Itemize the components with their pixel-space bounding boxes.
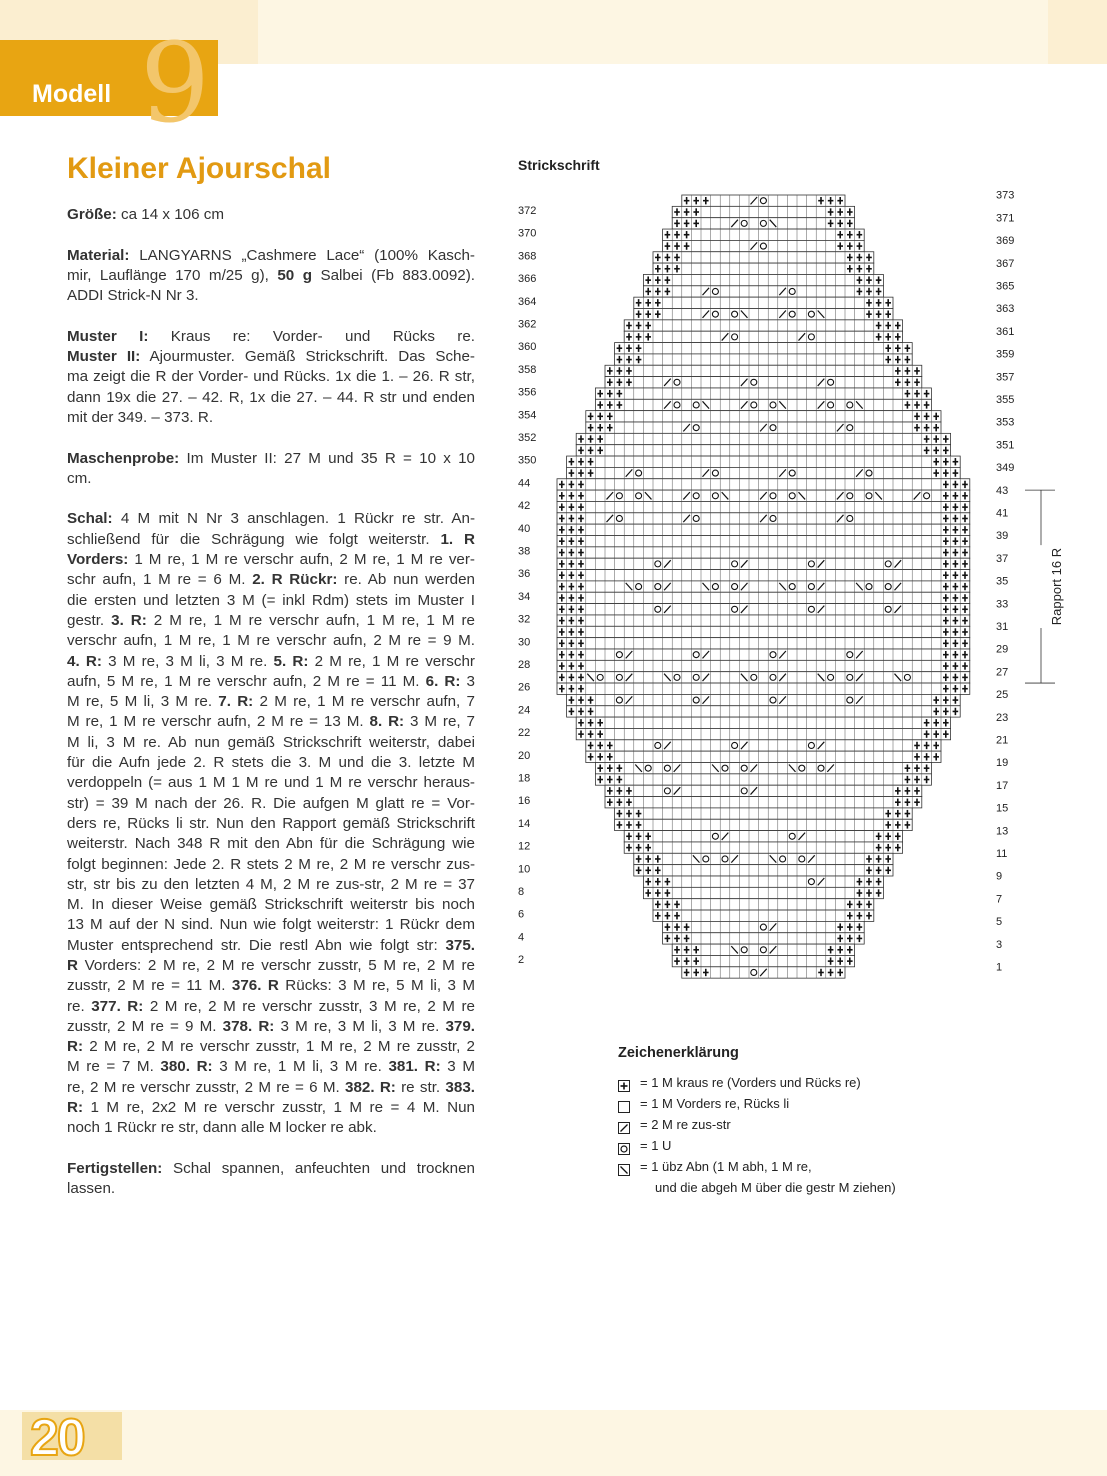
left-row-label: 16 [518, 795, 531, 808]
text-run: 1 M re, 1 M re verschr aufn, 2 M re, 1 M re ver- [128, 551, 475, 569]
text-line [67, 449, 475, 469]
right-row-label: 17 [996, 779, 1009, 792]
empty-box-icon [618, 1098, 630, 1110]
bold-term: R: [67, 1038, 84, 1056]
bold-term: 383. [445, 1078, 475, 1096]
text-line [67, 1078, 475, 1098]
chart-row [643, 286, 883, 297]
legend-item [618, 1135, 896, 1156]
paragraph-gap [67, 1139, 475, 1159]
chart-row [595, 774, 931, 785]
right-row-label: 9 [996, 870, 1003, 883]
bold-term: Muster I: [67, 327, 149, 345]
right-row-label: 41 [996, 507, 1009, 520]
text-run: ca 14 x 106 cm [116, 206, 225, 223]
chart-row [557, 558, 970, 569]
right-row-label: 357 [996, 371, 1015, 384]
chart-row [586, 411, 941, 422]
left-row-label: 366 [518, 273, 537, 286]
text-line [67, 773, 475, 793]
chart-row [672, 218, 854, 229]
text-run: M re = 7 M. [67, 1058, 161, 1076]
chart-row [605, 797, 922, 808]
left-row-label: 22 [518, 727, 531, 740]
left-row-label: 32 [518, 613, 531, 626]
right-row-label: 363 [996, 303, 1015, 316]
page-title: Kleiner Ajourschal [67, 152, 331, 185]
text-run: weiterstr. Nach 348 R mit den Abn für die Schrägung wie [67, 835, 475, 853]
text-line [67, 1017, 475, 1037]
right-row-label: 3 [996, 938, 1003, 951]
text-run: 2 M re, 2 M re verschr zusstr, 1 M re, 2 M re zusstr, 2 [83, 1038, 475, 1056]
text-line [67, 286, 475, 306]
left-row-label: 350 [518, 454, 537, 467]
bold-term: 379. [445, 1017, 476, 1035]
chart-row [557, 638, 970, 649]
bold-term: 380. R: [160, 1058, 213, 1076]
right-row-label: 355 [996, 393, 1015, 406]
left-row-label: 18 [518, 772, 531, 785]
text-line [67, 895, 475, 915]
chart-row [634, 309, 893, 320]
text-line [67, 1179, 475, 1199]
text-line [67, 733, 475, 753]
text-line [67, 1118, 475, 1138]
chart-row [576, 717, 950, 728]
right-row-label: 27 [996, 666, 1009, 679]
text-run: M re, 1 M re verschr aufn, 2 M re = 13 M. [67, 713, 370, 731]
text-run: Rücks: 3 M re, 5 M li, 3 M [278, 977, 475, 995]
right-row-label: 351 [996, 439, 1015, 452]
text-line [67, 570, 475, 590]
text-line [67, 367, 475, 387]
text-run: aufn, 5 M re, 1 M re verschr aufn, 2 M re = 11 M. [67, 672, 426, 690]
chart-row [663, 933, 865, 944]
circle-box-icon [618, 1140, 630, 1152]
chart-row [567, 456, 961, 467]
chart-row [605, 377, 922, 388]
text-line [67, 712, 475, 732]
text-run: str, str bis zu den letzten 4 M, 2 M re zus-str, 2 M re = 37 [67, 875, 475, 893]
chart-row [663, 240, 865, 251]
text-run: LANGYARNS „Cashmere Lace“ (100% Kasch- [129, 246, 475, 264]
text-run: cm. [67, 469, 92, 487]
bold-term: 375. [445, 936, 475, 954]
chart-row [557, 615, 970, 626]
left-row-label: 42 [518, 500, 531, 513]
text-line [67, 1098, 475, 1118]
chart-row [643, 887, 883, 898]
text-run: verdoppeln (= aus 1 M 1 M re und 1 M re verschr heraus- [67, 774, 475, 792]
chart-row [576, 445, 950, 456]
chart-row [663, 229, 865, 240]
legend-item [618, 1072, 896, 1093]
left-row-label: 40 [518, 522, 531, 535]
text-line [67, 794, 475, 814]
left-row-label: 14 [518, 817, 531, 830]
text-run: noch 1 Rückr re str, dann alle M locker re abk. [67, 1119, 377, 1137]
text-run: schr aufn, 1 M re = 6 M. [67, 571, 253, 589]
chart-row [615, 354, 913, 365]
chart-row [643, 876, 883, 887]
text-line [67, 611, 475, 631]
right-row-label: 11 [996, 847, 1008, 860]
bold-term: 2. R Rückr: [252, 571, 338, 589]
left-row-label: 28 [518, 659, 531, 672]
text-line [67, 591, 475, 611]
left-row-label: 368 [518, 250, 537, 263]
left-row-label: 34 [518, 590, 531, 603]
right-row-label: 369 [996, 235, 1015, 248]
text-run: 13 M auf der N sind. Nun wie folgt weiterstr: 1 Rückr dem [67, 916, 475, 934]
right-row-label: 23 [996, 711, 1009, 724]
bold-term: 377. R: [91, 997, 144, 1015]
bold-term: 1. R [440, 530, 475, 548]
chart-row [653, 910, 874, 921]
bold-term: 5. R: [273, 652, 309, 670]
chart-row [576, 433, 950, 444]
bold-term: 6. R: [425, 672, 461, 690]
page-number: 20 [30, 1409, 84, 1467]
left-row-label: 10 [518, 863, 531, 876]
chart-row [672, 955, 854, 966]
chart-row [586, 740, 941, 751]
chart-row [557, 683, 970, 694]
text-line [67, 388, 475, 408]
right-row-label: 39 [996, 530, 1009, 543]
left-row-label: 370 [518, 227, 537, 240]
chart-row [557, 479, 970, 490]
bold-term: 4. R: [67, 652, 102, 670]
chart-row [557, 649, 970, 660]
paragraph-gap [67, 489, 475, 509]
text-line [67, 956, 475, 976]
text-run: Muster entsprechend str. Die restl Abn wie folgt str: [67, 936, 446, 954]
legend-text: = 1 M Vorders re, Rücks li [640, 1096, 790, 1111]
text-run: Salbei (Fb 883.0092). [311, 266, 476, 284]
text-run: 3 [460, 672, 475, 690]
text-run: dann 19x die 27. – 42. R, 1x die 27. – 44. R str und enden [67, 388, 475, 406]
right-row-label: 43 [996, 484, 1009, 497]
text-run: lassen. [67, 1180, 116, 1198]
right-row-label: 21 [996, 734, 1009, 747]
chart-row [615, 808, 913, 819]
text-run: 3 M re, 3 M li, 3 M re. [274, 1017, 446, 1035]
chart-row [624, 842, 902, 853]
bold-term: 381. R: [388, 1058, 441, 1076]
text-run: 2 M re, 2 M re verschr zusstr, 3 M re, 2 M re [143, 997, 475, 1015]
paragraph-gap [67, 225, 475, 245]
right-row-label: 353 [996, 416, 1015, 429]
left-row-label: 352 [518, 432, 537, 445]
right-row-label: 1 [996, 961, 1003, 974]
left-row-label: 38 [518, 545, 531, 558]
text-run: 1 M re, 2x2 M re verschr zusstr, 1 M re = 4 M. Nun [83, 1099, 475, 1117]
text-run: folgt beginnen: Jede 2. R stets 2 M re, 2 M re verschr zus- [67, 855, 475, 873]
text-run: ma zeigt die R der Vorder- und Rücks. 1x die 1. – 26. R str, [67, 368, 475, 386]
chart-row [557, 547, 970, 558]
chart-row [595, 763, 931, 774]
chart-row [672, 944, 854, 955]
chart-row [634, 297, 893, 308]
right-row-label: 359 [996, 348, 1015, 361]
text-run: ders re, Rücks li str. Nun den Rapport gemäß Strickschrift [67, 814, 475, 832]
text-line [67, 550, 475, 570]
text-run: 3 M re, 1 M li, 3 M re. [212, 1058, 389, 1076]
right-row-label: 25 [996, 689, 1009, 702]
bold-term: 50 g [277, 266, 312, 284]
left-row-label: 364 [518, 295, 537, 308]
text-line [67, 347, 475, 367]
text-run: Schal spannen, anfeuchten und trocknen [162, 1159, 475, 1177]
chart-row [567, 467, 961, 478]
chart-row [557, 501, 970, 512]
text-line [67, 1037, 475, 1057]
left-row-label: 8 [518, 886, 525, 899]
chart-title: Strickschrift [518, 157, 600, 173]
legend-item [618, 1093, 896, 1114]
chart-row [557, 626, 970, 637]
text-line [67, 266, 475, 286]
bold-term: Fertigstellen: [67, 1159, 163, 1177]
right-row-label: 19 [996, 757, 1009, 770]
text-run: 2 M re, 1 M re verschr aufn, 1 M re, 1 M re [146, 611, 475, 629]
chart-row [567, 706, 961, 717]
text-line [67, 875, 475, 895]
text-line [67, 530, 475, 550]
text-line [67, 509, 475, 529]
legend-text: = 1 U [640, 1138, 672, 1153]
bold-term: 378. R: [222, 1017, 275, 1035]
text-run: M re, 5 M li, 3 M re. [67, 693, 219, 711]
text-line [67, 855, 475, 875]
text-run: 2 M re, 1 M re verschr [308, 652, 475, 670]
right-row-label: 31 [996, 620, 1009, 633]
chart-row [576, 728, 950, 739]
text-run: 3 M re, 7 [404, 713, 475, 731]
text-run: verschr aufn, 1 M re, 1 M re verschr aufn, 2 M re = 9 M. [67, 632, 475, 650]
right-row-label: 35 [996, 575, 1009, 588]
left-row-label: 26 [518, 681, 531, 694]
text-line [67, 814, 475, 834]
left-row-label: 358 [518, 363, 537, 376]
left-row-label: 362 [518, 318, 537, 331]
chart-row [557, 524, 970, 535]
left-row-label: 372 [518, 205, 537, 218]
bold-term: R: [67, 1099, 84, 1117]
legend-text: = 1 M kraus re (Vorders und Rücks re) [640, 1075, 861, 1090]
bold-term: Größe: [67, 206, 117, 223]
top-band-segment [258, 0, 1048, 64]
right-row-label: 13 [996, 825, 1009, 838]
bold-term: 8. R: [369, 713, 405, 731]
right-row-label: 365 [996, 280, 1015, 293]
left-row-label: 4 [518, 931, 525, 944]
text-run: 4 M mit N Nr 3 anschlagen. 1 Rückr re str. An- [112, 510, 475, 528]
right-row-label: 373 [996, 189, 1015, 202]
text-run: str) = 39 M nach der 26. R. Die aufgen M glatt re = Vor- [67, 794, 475, 812]
text-line [67, 327, 475, 347]
legend-title: Zeichenerklärung [618, 1045, 739, 1061]
legend-continuation: und die abgeh M über die gestr M ziehen) [655, 1180, 896, 1195]
bold-term: Schal: [67, 510, 113, 528]
text-run: Vorders: 2 M re, 2 M re verschr zusstr, 5 M re, 2 M re [77, 956, 475, 974]
text-run: M li, 3 M re. Ab nun gemäß Strickschrift weiterstr, dabei [67, 733, 475, 751]
text-run: re. Ab nun werden [337, 571, 475, 589]
text-run: mit der 349. – 373. R. [67, 408, 214, 426]
legend-text: = 1 übz Abn (1 M abh, 1 M re, [640, 1159, 812, 1174]
text-line [67, 408, 475, 428]
text-line [67, 753, 475, 773]
text-run: 3 M re, 3 M li, 3 M re. [101, 652, 274, 670]
model-number: 9 [140, 19, 210, 147]
chart-row [643, 274, 883, 285]
bold-term: Muster II: [67, 348, 141, 366]
right-row-label: 15 [996, 802, 1009, 815]
text-line [67, 692, 475, 712]
plus-box-icon [618, 1077, 630, 1089]
chart-row [557, 581, 970, 592]
chart-row [557, 660, 970, 671]
text-line [67, 976, 475, 996]
left-row-label: 6 [518, 908, 525, 921]
chart-row [624, 320, 902, 331]
chart-row [567, 694, 961, 705]
text-line [67, 205, 475, 225]
chart-row [653, 263, 874, 274]
chart-row [595, 388, 931, 399]
chart-row [615, 819, 913, 830]
chart-row [634, 865, 893, 876]
legend-item [618, 1156, 896, 1177]
right-row-label: 5 [996, 916, 1003, 929]
right-row-label: 37 [996, 552, 1009, 565]
bold-term: R [67, 956, 78, 974]
right-row-label: 371 [996, 212, 1015, 225]
chart-row [605, 365, 922, 376]
text-run: zusstr, 2 M re = 11 M. [67, 977, 232, 995]
chart-row [557, 672, 970, 683]
text-run: zusstr, 2 M re = 9 M. [67, 1017, 223, 1035]
text-line [67, 1159, 475, 1179]
left-row-label: 36 [518, 568, 531, 581]
left-row-label: 20 [518, 749, 531, 762]
chart-row [634, 853, 893, 864]
text-run: Kraus re: Vorder- und Rücks re. [148, 327, 475, 345]
bold-term: Material: [67, 246, 130, 264]
chart-row [605, 785, 922, 796]
text-line [67, 652, 475, 672]
right-row-label: 29 [996, 643, 1009, 656]
left-row-label: 30 [518, 636, 531, 649]
text-run: ADDI Strick-N Nr 3. [67, 287, 199, 305]
text-line [67, 936, 475, 956]
right-row-label: 349 [996, 462, 1015, 475]
text-run: M. In dieser Weise gemäß Strickschrift weiterstr bis noch [67, 896, 475, 914]
text-run: re, 2 M re verschr zusstr, 2 M re = 6 M. [67, 1078, 345, 1096]
text-run: die ersten und letzten 3 M (= inkl Rdm) stets im Muster I [67, 591, 475, 609]
text-line [67, 834, 475, 854]
left-row-label: 44 [518, 477, 531, 490]
right-row-label: 33 [996, 598, 1009, 611]
chart-row [672, 206, 854, 217]
left-row-label: 354 [518, 409, 537, 422]
model-label: Modell [32, 80, 112, 108]
chart-row [557, 592, 970, 603]
right-row-label: 7 [996, 893, 1003, 906]
text-run: re str. [395, 1078, 446, 1096]
text-line [67, 672, 475, 692]
left-row-label: 2 [518, 954, 525, 967]
text-run: re. [67, 997, 92, 1015]
left-row-label: 24 [518, 704, 531, 717]
rapport-label: Rapport 16 R [1049, 547, 1064, 626]
top-band-segment [1048, 0, 1107, 64]
chart-row [595, 399, 931, 410]
right-row-label: 361 [996, 325, 1015, 338]
chart-row [663, 921, 865, 932]
chart-row [653, 252, 874, 263]
text-run: schließend für die Schrägung wie folgt weiterstr. [67, 530, 441, 548]
text-line [67, 631, 475, 651]
paragraph-gap [67, 428, 475, 448]
bold-term: Vorders: [67, 551, 129, 569]
text-run: mir, Lauflänge 170 m/25 g), [67, 266, 278, 284]
chart-row [586, 751, 941, 762]
text-run: 2 M re, 1 M re verschr aufn, 7 [253, 693, 475, 711]
chart-row [557, 604, 970, 615]
bold-term: 382. R: [345, 1078, 396, 1096]
bold-term: 7. R: [218, 693, 254, 711]
chart-row [624, 331, 902, 342]
legend-text: = 2 M re zus-str [640, 1117, 731, 1132]
bold-term: 3. R: [111, 611, 147, 629]
text-run: 3 M [440, 1058, 475, 1076]
legend-item [618, 1114, 896, 1135]
text-line [67, 469, 475, 489]
text-line [67, 997, 475, 1017]
left-row-label: 356 [518, 386, 537, 399]
knitting-chart [500, 180, 1064, 990]
bold-term: Maschenprobe: [67, 449, 180, 467]
chart-row [615, 343, 913, 354]
instructions-text [67, 205, 475, 1200]
text-run: gestr. [67, 611, 112, 629]
text-run: Im Muster II: 27 M und 35 R = 10 x 10 [179, 449, 475, 467]
text-line [67, 246, 475, 266]
left-row-label: 12 [518, 840, 531, 853]
chart-row [557, 570, 970, 581]
backslash-box-icon [618, 1161, 630, 1173]
chart-row [624, 831, 902, 842]
right-row-label: 367 [996, 257, 1015, 270]
text-run: für die Aufn jede 2. R stets die 3. M und die 3. letzte M [67, 754, 475, 772]
footer-band [0, 1410, 1107, 1476]
text-line [67, 915, 475, 935]
text-run: Ajourmuster. Gemäß Strickschrift. Das Sche- [140, 348, 475, 366]
slash-box-icon [618, 1119, 630, 1131]
chart-row [653, 899, 874, 910]
legend [618, 1072, 896, 1198]
paragraph-gap [67, 306, 475, 326]
chart-row [557, 536, 970, 547]
left-row-label: 360 [518, 341, 537, 354]
text-line [67, 1057, 475, 1077]
bold-term: 376. R [231, 977, 279, 995]
